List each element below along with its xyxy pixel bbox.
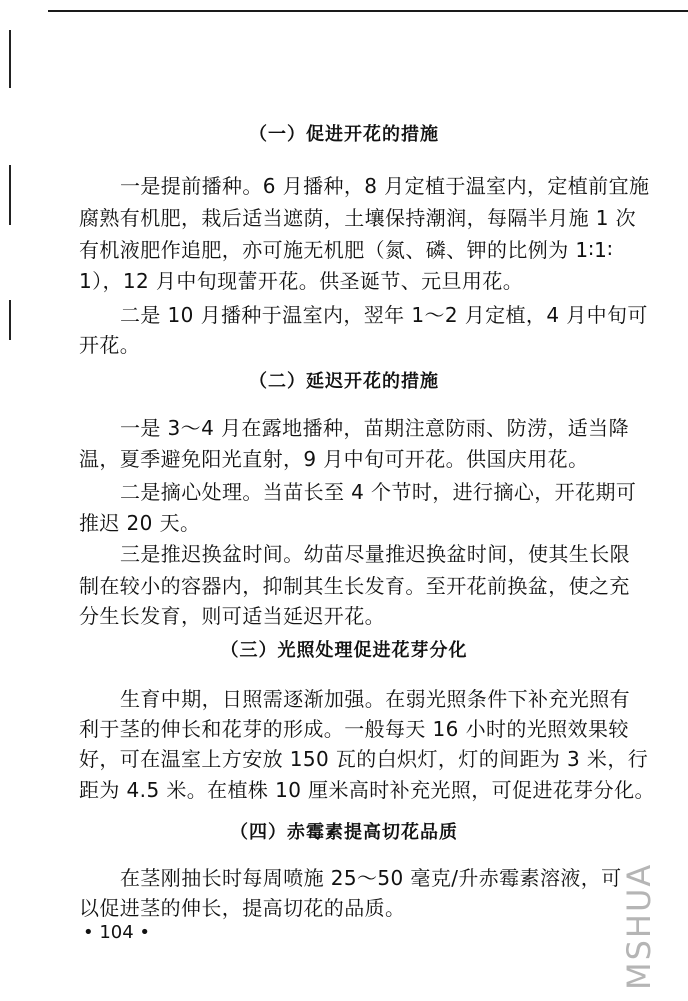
- section-heading: （四）赤霉素提高切花品质: [230, 822, 458, 843]
- paragraph-line: 在茎刚抽长时每周喷施 25～50 毫克/升赤霉素溶液，可: [120, 866, 622, 890]
- page-number: • 104 •: [83, 922, 151, 943]
- scan-mark: [9, 165, 11, 225]
- paragraph-line: 二是 10 月播种于温室内，翌年 1～2 月定植，4 月中旬可: [120, 303, 648, 327]
- paragraph-line: 分生长发育，则可适当延迟开花。: [79, 604, 385, 628]
- paragraph-line: 开花。: [79, 333, 141, 357]
- paragraph-line: 一是 3～4 月在露地播种，苗期注意防雨、防涝，适当降: [120, 416, 629, 440]
- scan-mark: [9, 30, 11, 88]
- paragraph-line: 好，可在温室上方安放 150 瓦的白炽灯，灯的间距为 3 米，行: [79, 747, 649, 771]
- section-heading: （一）促进开花的措施: [249, 124, 439, 145]
- paragraph-line: 生育中期，日照需逐渐加强。在弱光照条件下补充光照有: [120, 687, 630, 711]
- paragraph-line: 二是摘心处理。当苗长至 4 个节时，进行摘心，开花期可: [120, 480, 637, 504]
- paragraph-line: 三是推迟换盆时间。幼苗尽量推迟换盆时间，使其生长限: [120, 542, 630, 566]
- paragraph-line: 制在较小的容器内，抑制其生长发育。至开花前换盆，使之充: [79, 574, 630, 598]
- paragraph-line: 利于茎的伸长和花芽的形成。一般每天 16 小时的光照效果较: [79, 717, 629, 741]
- scan-mark: [9, 300, 11, 340]
- section-heading: （二）延迟开花的措施: [249, 371, 439, 392]
- paragraph-line: 温，夏季避免阳光直射，9 月中旬可开花。供国庆用花。: [79, 447, 589, 471]
- paragraph-line: 一是提前播种。6 月播种，8 月定植于温室内，定植前宜施: [120, 174, 650, 198]
- paragraph-line: 1），12 月中旬现蕾开花。供圣诞节、元旦用花。: [79, 269, 524, 293]
- paragraph-line: 腐熟有机肥，栽后适当遮荫，土壤保持潮润，每隔半月施 1 次: [79, 206, 637, 230]
- paragraph-line: 推迟 20 天。: [79, 511, 201, 535]
- paragraph-line: 以促进茎的伸长，提高切花的品质。: [79, 896, 406, 920]
- paragraph-line: 距为 4.5 米。在植株 10 厘米高时补充光照，可促进花芽分化。: [79, 778, 655, 802]
- top-rule: [48, 10, 688, 12]
- paragraph-line: 有机液肥作追肥，亦可施无机肥（氮、磷、钾的比例为 1∶1∶: [79, 238, 613, 262]
- watermark: MSHUA: [620, 862, 658, 990]
- section-heading: （三）光照处理促进花芽分化: [220, 640, 468, 661]
